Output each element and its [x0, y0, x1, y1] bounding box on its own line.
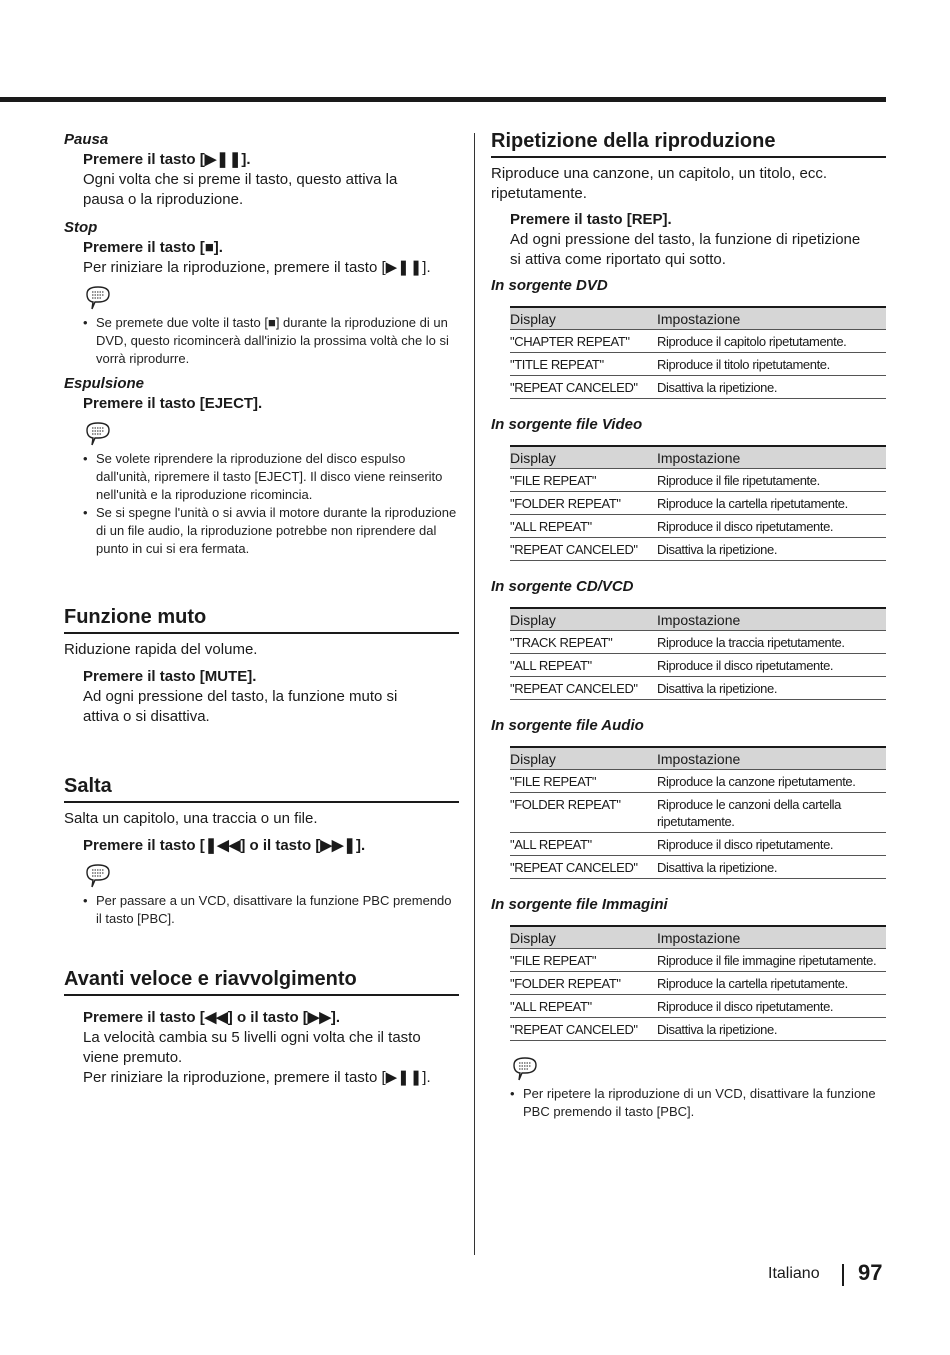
setting-cell: Riproduce il file ripetutamente.	[657, 469, 886, 492]
muto-text-1: Ad ogni pressione del tasto, la funzione muto si	[83, 688, 398, 705]
setting-cell: Riproduce il disco ripetutamente.	[657, 833, 886, 856]
setting-cell: Riproduce la cartella ripetutamente.	[657, 492, 886, 515]
pausa-button-instruction: Premere il tasto [▶❚❚].	[83, 151, 251, 168]
table-row	[510, 330, 886, 353]
espulsione-title: Espulsione	[64, 375, 145, 392]
display-cell: "FILE REPEAT"	[510, 469, 657, 492]
ripetizione-notes	[491, 1085, 886, 1121]
display-cell: "FOLDER REPEAT"	[510, 972, 657, 995]
table-title: In sorgente CD/VCD	[491, 578, 634, 595]
table-row	[510, 677, 886, 700]
table-title: In sorgente file Immagini	[491, 896, 668, 913]
column-header-display: Display	[510, 446, 657, 469]
table-title: In sorgente file Audio	[491, 717, 644, 734]
setting-cell: Riproduce il disco ripetutamente.	[657, 515, 886, 538]
salta-heading: Salta	[64, 773, 459, 803]
espulsione-button-instruction: Premere il tasto [EJECT].	[83, 395, 263, 412]
stop-title: Stop	[64, 219, 98, 236]
column-header-display: Display	[510, 608, 657, 631]
repeat-tables	[491, 276, 886, 1041]
display-cell: "FILE REPEAT"	[510, 949, 657, 972]
repeat-table	[510, 607, 886, 700]
muto-intro: Riduzione rapida del volume.	[64, 641, 258, 658]
display-cell: "CHAPTER REPEAT"	[510, 330, 657, 353]
avanti-text-2: viene premuto.	[83, 1049, 183, 1066]
table-row	[510, 376, 886, 399]
table-header-row	[510, 446, 886, 469]
column-header-display: Display	[510, 747, 657, 770]
setting-cell: Disattiva la ripetizione.	[657, 856, 886, 879]
column-header-display: Display	[510, 307, 657, 330]
display-cell: "ALL REPEAT"	[510, 995, 657, 1018]
muto-heading: Funzione muto	[64, 604, 459, 634]
display-cell: "REPEAT CANCELED"	[510, 677, 657, 700]
ripetizione-button-instruction: Premere il tasto [REP].	[510, 211, 672, 228]
footer-language: Italiano	[768, 1265, 820, 1282]
salta-notes	[64, 892, 459, 928]
column-header-setting: Impostazione	[657, 307, 886, 330]
page-number: 97	[858, 1260, 883, 1285]
repeat-table	[510, 925, 886, 1041]
table-row	[510, 856, 886, 879]
setting-cell: Riproduce il disco ripetutamente.	[657, 654, 886, 677]
espulsione-note-2: • Se si spegne l'unità o si avvia il motore durante la riproduzione di un file audio, la riproduzione potrebbe non riprendere dal punto in cui si era fermata.	[83, 504, 459, 558]
ripetizione-text-2: si attiva come riportato qui sotto.	[510, 251, 726, 268]
setting-cell: Riproduce la canzone ripetutamente.	[657, 770, 886, 793]
stop-note-1: • Se premete due volte il tasto [■] durante la riproduzione di un DVD, questo ricomincerà dall'inizio la prossima voltà che lo si vorrà riprodurre.	[83, 314, 459, 368]
note-icon	[83, 420, 113, 448]
display-cell: "REPEAT CANCELED"	[510, 376, 657, 399]
column-header-display: Display	[510, 926, 657, 949]
repeat-table	[510, 746, 886, 879]
salta-button-instruction: Premere il tasto [❚◀◀] o il tasto [▶▶❚].	[83, 837, 366, 854]
setting-cell: Riproduce il titolo ripetutamente.	[657, 353, 886, 376]
top-rule	[0, 97, 886, 102]
display-cell: "REPEAT CANCELED"	[510, 856, 657, 879]
table-row	[510, 654, 886, 677]
table-row	[510, 770, 886, 793]
ripetizione-heading: Ripetizione della riproduzione	[491, 128, 886, 158]
repeat-table	[510, 445, 886, 561]
table-row	[510, 833, 886, 856]
stop-notes	[64, 314, 459, 368]
display-cell: "ALL REPEAT"	[510, 833, 657, 856]
table-title: In sorgente file Video	[491, 416, 643, 433]
setting-cell: Riproduce la traccia ripetutamente.	[657, 631, 886, 654]
left-column	[64, 130, 459, 1088]
table-row	[510, 995, 886, 1018]
setting-cell: Disattiva la ripetizione.	[657, 1018, 886, 1041]
setting-cell: Riproduce il file immagine ripetutamente.	[657, 949, 886, 972]
column-header-setting: Impostazione	[657, 747, 886, 770]
salta-note-1: • Per passare a un VCD, disattivare la funzione PBC premendo il tasto [PBC].	[83, 892, 459, 928]
display-cell: "REPEAT CANCELED"	[510, 538, 657, 561]
column-header-setting: Impostazione	[657, 446, 886, 469]
table-row	[510, 793, 886, 833]
column-header-setting: Impostazione	[657, 926, 886, 949]
setting-cell: Disattiva la ripetizione.	[657, 538, 886, 561]
pausa-text-1: Ogni volta che si preme il tasto, questo attiva la	[83, 171, 398, 188]
footer-separator	[842, 1264, 844, 1286]
repeat-table	[510, 306, 886, 399]
table-row	[510, 492, 886, 515]
pausa-text-2: pausa o la riproduzione.	[83, 191, 244, 208]
note-icon	[83, 862, 113, 890]
ripetizione-text-1: Ad ogni pressione del tasto, la funzione di ripetizione	[510, 231, 861, 248]
pausa-title: Pausa	[64, 131, 109, 148]
note-icon	[83, 284, 113, 312]
display-cell: "FOLDER REPEAT"	[510, 492, 657, 515]
table-title: In sorgente DVD	[491, 277, 608, 294]
ripetizione-note-1: • Per ripetere la riproduzione di un VCD, disattivare la funzione PBC premendo il tasto [PBC].	[510, 1085, 886, 1121]
setting-cell: Disattiva la ripetizione.	[657, 677, 886, 700]
setting-cell: Disattiva la ripetizione.	[657, 376, 886, 399]
note-icon	[510, 1055, 540, 1083]
table-row	[510, 469, 886, 492]
salta-intro: Salta un capitolo, una traccia o un file.	[64, 810, 318, 827]
stop-text: Per riniziare la riproduzione, premere il tasto [▶❚❚].	[83, 259, 431, 276]
display-cell: "TRACK REPEAT"	[510, 631, 657, 654]
muto-button-instruction: Premere il tasto [MUTE].	[83, 668, 257, 685]
table-header-row	[510, 926, 886, 949]
muto-text-2: attiva o si disattiva.	[83, 708, 210, 725]
avanti-button-instruction: Premere il tasto [◀◀] o il tasto [▶▶].	[83, 1009, 341, 1026]
table-row	[510, 353, 886, 376]
display-cell: "FOLDER REPEAT"	[510, 793, 657, 833]
avanti-heading: Avanti veloce e riavvolgimento	[64, 966, 459, 996]
avanti-text-1: La velocità cambia su 5 livelli ogni volta che il tasto	[83, 1029, 421, 1046]
table-row	[510, 515, 886, 538]
setting-cell: Riproduce il capitolo ripetutamente.	[657, 330, 886, 353]
stop-button-instruction: Premere il tasto [■].	[83, 239, 223, 256]
ripetizione-intro-2: ripetutamente.	[491, 185, 587, 202]
table-header-row	[510, 608, 886, 631]
setting-cell: Riproduce la cartella ripetutamente.	[657, 972, 886, 995]
table-header-row	[510, 307, 886, 330]
right-column	[491, 128, 886, 1121]
espulsione-notes	[64, 450, 459, 558]
table-row	[510, 1018, 886, 1041]
display-cell: "FILE REPEAT"	[510, 770, 657, 793]
display-cell: "REPEAT CANCELED"	[510, 1018, 657, 1041]
display-cell: "TITLE REPEAT"	[510, 353, 657, 376]
table-row	[510, 972, 886, 995]
table-header-row	[510, 747, 886, 770]
column-divider	[474, 133, 475, 1255]
display-cell: "ALL REPEAT"	[510, 654, 657, 677]
ripetizione-intro-1: Riproduce una canzone, un capitolo, un titolo, ecc.	[491, 165, 828, 182]
table-row	[510, 949, 886, 972]
avanti-text-3: Per riniziare la riproduzione, premere il tasto [▶❚❚].	[83, 1069, 431, 1086]
table-row	[510, 631, 886, 654]
setting-cell: Riproduce il disco ripetutamente.	[657, 995, 886, 1018]
setting-cell: Riproduce le canzoni della cartella ripetutamente.	[657, 793, 886, 833]
display-cell: "ALL REPEAT"	[510, 515, 657, 538]
table-row	[510, 538, 886, 561]
column-header-setting: Impostazione	[657, 608, 886, 631]
espulsione-note-1: • Se volete riprendere la riproduzione del disco espulso dall'unità, ripremere il tasto [EJECT]. Il disco viene reinserito nell'unità e la riproduzione ricomincia.	[83, 450, 459, 504]
